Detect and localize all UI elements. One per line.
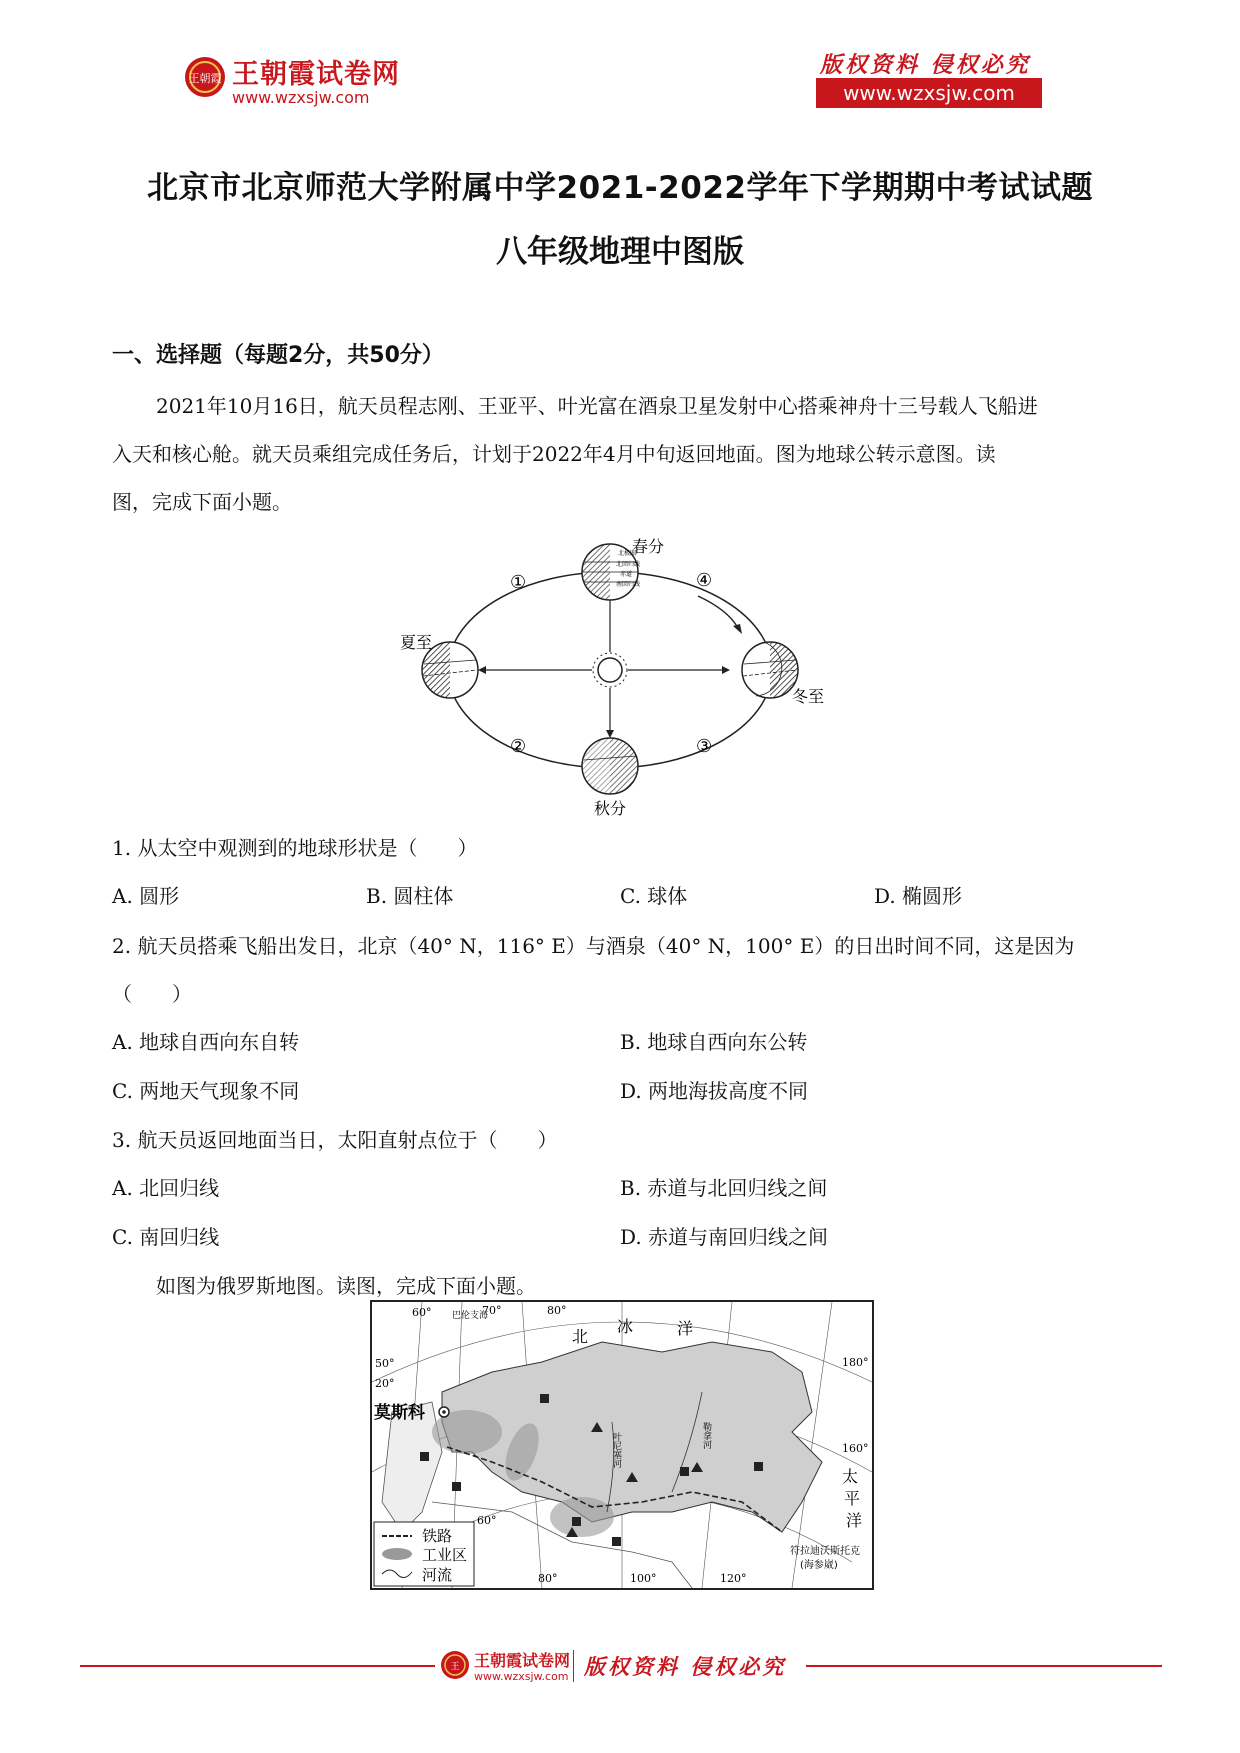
label-summer-solstice: 夏至 (400, 633, 433, 652)
label-lon-70: 70° (482, 1304, 502, 1317)
copyright-url[interactable]: www.wzxsjw.com (816, 78, 1042, 108)
footer-divider-right (806, 1665, 1162, 1667)
globe-winter (742, 642, 798, 698)
label-lon-180: 180° (842, 1356, 869, 1369)
logo-url[interactable]: www.wzxsjw.com (232, 88, 370, 107)
label-lon-60: 60° (412, 1306, 432, 1319)
moscow-marker (439, 1407, 449, 1417)
label-lon-160: 160° (842, 1442, 869, 1455)
q2-option-a[interactable]: A. 地球自西向东自转 (112, 1030, 300, 1054)
label-lon-120: 120° (720, 1572, 747, 1585)
legend-railway: 铁路 (422, 1527, 453, 1545)
label-arctic-yang: 洋 (677, 1319, 694, 1338)
question-3-stem: 3. 航天员返回地面当日，太阳直射点位于（ ） (112, 1128, 558, 1152)
label-vladivostok-alt: (海参崴) (800, 1560, 838, 1571)
logo-seal-icon (183, 55, 227, 99)
globe-label-equator: 赤道 (620, 571, 633, 578)
question-1-stem: 1. 从太空中观测到的地球形状是（ ） (112, 836, 478, 860)
label-spring-equinox: 春分 (632, 537, 665, 556)
section-heading: 一、选择题（每题2分，共50分） (112, 343, 444, 368)
label-circled-1: ① (510, 572, 527, 593)
q2-option-b[interactable]: B. 地球自西向东公转 (620, 1030, 808, 1054)
label-lon-80: 80° (547, 1304, 567, 1317)
q3-option-d[interactable]: D. 赤道与南回归线之间 (620, 1225, 829, 1249)
industrial-zone-siberia (550, 1497, 614, 1537)
label-circled-4: ④ (696, 570, 713, 591)
footer-slogan: 版权资料 侵权必究 (584, 1654, 787, 1679)
footer-logo-seal-icon (440, 1650, 470, 1680)
passage-1-line-3: 图，完成下面小题。 (112, 490, 292, 514)
q3-option-c[interactable]: C. 南回归线 (112, 1225, 220, 1249)
label-lat-20: 20° (375, 1377, 395, 1390)
label-circled-2: ② (510, 736, 527, 757)
q3-option-a[interactable]: A. 北回归线 (112, 1176, 220, 1200)
label-lena: 勒拿河 (701, 1422, 711, 1449)
globe-label-capricorn: 南回归线 (616, 581, 641, 588)
map-legend (374, 1522, 474, 1586)
q2-option-d[interactable]: D. 两地海拔高度不同 (620, 1079, 809, 1103)
globe-label-cancer: 北回归线 (616, 561, 641, 568)
label-circled-3: ③ (696, 736, 713, 757)
sun-icon (593, 653, 627, 687)
q1-option-c[interactable]: C. 球体 (620, 884, 688, 908)
q3-option-b[interactable]: B. 赤道与北回归线之间 (620, 1176, 828, 1200)
label-moscow: 莫斯科 (374, 1403, 425, 1423)
label-pacific-yang: 洋 (846, 1511, 863, 1530)
orbit-arrow-4 (698, 596, 738, 628)
label-lon-80b: 80° (538, 1572, 558, 1585)
passage-1-line-2: 入天和核心舱。就天员乘组完成任务后，计划于2022年4月中旬返回地面。图为地球公转示意图。读 (112, 442, 996, 466)
label-barents-sea: 巴伦支海 (452, 1311, 489, 1321)
label-lat-50: 50° (375, 1357, 395, 1370)
label-pacific-tai: 太 (842, 1467, 859, 1486)
label-vladivostok: 符拉迪沃斯托克 (790, 1546, 860, 1557)
label-arctic-bei: 北 (572, 1327, 589, 1346)
passage-2-text: 如图为俄罗斯地图。读图，完成下面小题。 (156, 1274, 536, 1298)
footer-seal-text: 王 (450, 1662, 460, 1672)
label-yenisei: 叶尼塞河 (611, 1432, 621, 1468)
globe-label-arctic: 北极圈 (618, 550, 637, 557)
footer-logo-name: 王朝霞试卷网 (474, 1651, 571, 1670)
label-winter-solstice: 冬至 (792, 687, 825, 706)
legend-industry: 工业区 (422, 1546, 468, 1564)
question-2-stem-cont: （ ） (112, 982, 192, 1006)
page-title: 北京市北京师范大学附属中学2021-2022学年下学期期中考试试题 (147, 170, 1093, 206)
q1-option-d[interactable]: D. 椭圆形 (874, 884, 963, 908)
page-subtitle: 八年级地理中图版 (496, 234, 744, 270)
footer-divider-left (80, 1665, 435, 1667)
globe-autumn (582, 738, 638, 794)
passage-1-line-1: 2021年10月16日，航天员程志刚、王亚平、叶光富在酒泉卫星发射中心搭乘神舟十三号载人飞船进 (156, 394, 1038, 418)
logo-name: 王朝霞试卷网 (232, 59, 400, 90)
passage-1 (112, 382, 1132, 526)
footer-logo-url[interactable]: www.wzxsjw.com (474, 1670, 569, 1683)
label-pacific-ping: 平 (844, 1489, 861, 1508)
label-arctic-bing: 冰 (617, 1317, 634, 1336)
copyright-slogan: 版权资料 侵权必究 (820, 52, 1031, 78)
footer-separator (573, 1650, 574, 1682)
label-lon-100: 100° (630, 1572, 657, 1585)
label-lat-60: 60° (477, 1514, 497, 1527)
logo-seal-text: 王朝霞 (188, 72, 222, 85)
q1-option-a[interactable]: A. 圆形 (112, 884, 180, 908)
earth-revolution-diagram (400, 530, 840, 818)
question-2-stem: 2. 航天员搭乘飞船出发日，北京（40° N，116° E）与酒泉（40° N，100° E）的日出时间不同，这是因为 (112, 934, 1075, 958)
russia-map (370, 1300, 874, 1590)
q1-option-b[interactable]: B. 圆柱体 (366, 884, 454, 908)
label-autumn-equinox: 秋分 (594, 799, 627, 818)
q2-option-c[interactable]: C. 两地天气现象不同 (112, 1079, 300, 1103)
legend-river: 河流 (422, 1566, 453, 1584)
